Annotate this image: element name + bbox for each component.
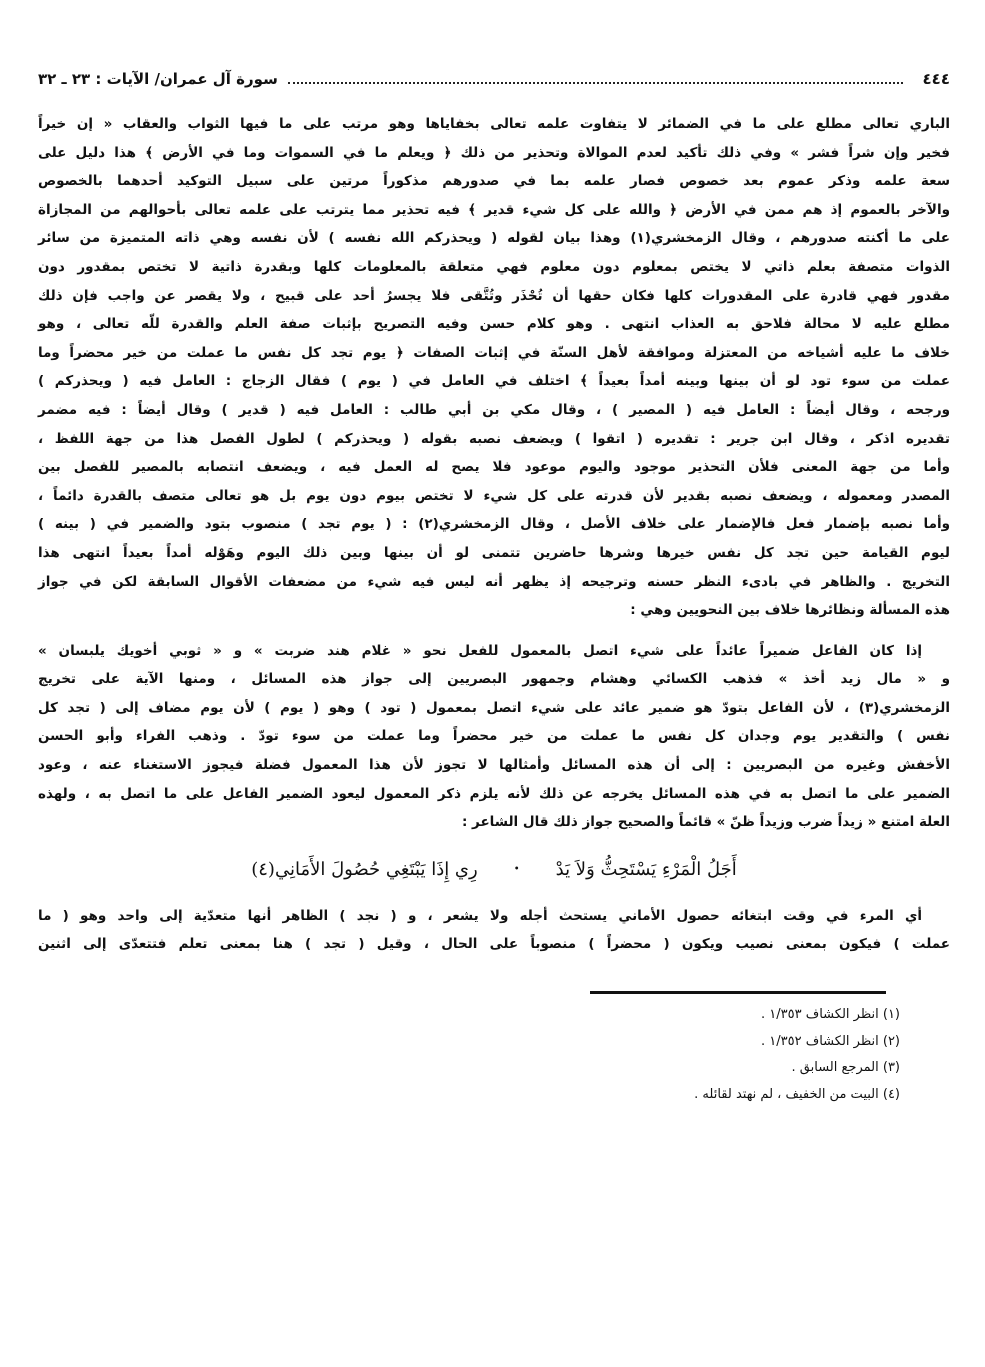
verse-separator: •	[513, 863, 520, 875]
text-line: ورجحه ، وقال أيضاً : العامل فيه ( المصير ) ، وقال مكي بن أبي طالب : العامل فيه ( قدير ) وقال أيضاً : فيه مضمر	[38, 401, 950, 418]
text-line: مطلع عليه لا محالة فلاحق به العذاب انتهى . وهو كلام حسن وفيه التصريح بإثبات صفة العلم والقدرة للّه تعالى ، وهو	[38, 316, 950, 333]
text-line: والآخر بالعموم إذ هم ممن في الأرض ﴿ والله على كل شيء قدير ﴾ فيه تحذير مما يترتب على علمه تعالى بأحوالهم من المجازاة	[38, 201, 950, 218]
text-line: فخير وإن شراً فشر » وفي ذلك تأكيد لعدم الموالاة وتحذير من ذلك ﴿ ويعلم ما في السموات وما في الأرض ﴾ هذا دليل على	[38, 144, 950, 161]
text-line: الباري تعالى مطلع على ما في الضمائر لا يتفاوت علمه تعالى بخفاياها وهو مرتب على ما فيها الثواب والعقاب « إن خيراً	[38, 116, 950, 132]
poetry-verse	[38, 859, 950, 880]
text-line: الضمير على ما اتصل به في هذه المسائل يخرجه عن ذلك لأنه يلزم ذكر المعمول ليعود الضمير الفاعل على ما اتصل به ، ولهذه	[38, 785, 950, 802]
verse-second-hemistich: رِي إِذَا يَبْتَغِي حُصُولَ الأَمَانِي(٤)	[251, 858, 478, 880]
footnotes	[38, 1002, 950, 1108]
header-dot-leader	[288, 82, 903, 84]
text-line: عملت من سوء تود لو أن بينها وبينه أمداً بعيداً ﴾ اختلف في العامل في ( يوم ) فقال الزجاج : العامل فيه ( ويحذركم )	[38, 373, 950, 390]
footnote-separator	[590, 991, 886, 994]
text-line: هذه المسألة ونظائرها خلاف بين النحويين وهي :	[630, 602, 950, 619]
footnote: (٤) البيت من الخفيف ، لم نهتد لقائله .	[694, 1086, 900, 1102]
running-header	[38, 66, 950, 92]
footnote: (٢) انظر الكشاف ١/٣٥٢ .	[761, 1033, 900, 1049]
footnote: (٣) المرجع السابق .	[791, 1060, 900, 1076]
text-line: الأخفش وغيره من البصريين : إلى أن هذه المسائل وأمثالها لا تجوز لأن هذا المعمول فضلة فيجوز الاستغناء عنه ، وعود	[38, 757, 950, 774]
main-text	[38, 110, 950, 837]
text-line: مقدور فهي قادرة على المقدورات كلها فكان حقها أن تُحْذَر وتُتَّقى فلا يجسرُ أحد على قبيح ، ولا يقصر عن واجب فإن ذلك	[38, 287, 950, 304]
text-line: العلة امتنع « زيداً ضرب وزيداً ظنّ » قائماً والصحيح جواز ذلك قال الشاعر :	[461, 814, 950, 831]
text-line: وأما من جهة المعنى فلأن التحذير موجود واليوم موعود فلا يصح له العمل فيه ، ويضعف انتصابه بالمصير للفصل بين	[38, 459, 950, 476]
text-line: عملت ) فيكون بمعنى نصيب ويكون ( محضراً ) منصوباً على الحال ، وقيل ( تجد ) هنا بمعنى تعلم فتتعدّى إلى اثنين	[38, 936, 950, 953]
text-line: الزمخشري(٣) ، لأن الفاعل بتودّ هو ضمير عائد على شيء اتصل بمعمول ( تود ) وهو ( يوم ) لأن يوم مضاف إلى ( تجد كل	[38, 699, 950, 716]
text-line: خلاف ما عليه أشياخه من المعتزلة وموافقة لأهل السنّة في إثبات الصفات ﴿ يوم تجد كل نفس ما عملت من خير محضراً وما	[38, 344, 950, 361]
footnote: (١) انظر الكشاف ١/٣٥٣ .	[761, 1007, 900, 1023]
running-title: سورة آل عمران/ الآيات : ٢٣ ـ ٣٢	[38, 70, 278, 88]
text-line: تقديره اذكر ، وقال ابن جرير : تقديره ( اتقوا ) ويضعف نصبه بقوله ( ويحذركم ) لطول الفصل هذا من جهة اللفظ ،	[38, 430, 950, 447]
text-line: الذوات متصفة بعلم ذاتي لا يختص بمعلوم دون معلوم فهي متعلقة بالمعلومات كلها وبقدرة ذاتية لا تختص بمقدور دون	[38, 258, 950, 275]
text-line: أي المرء في وقت ابتغائه حصول الأماني يستحث أجله ولا يشعر ، و ( نجد ) الظاهر أنها متعدّية إلى واحد وهو ( ما	[38, 907, 922, 924]
text-line: و « مال زيد أخذ » فذهب الكسائي وهشام وجمهور البصريين إلى جواز هذه المسائل ، ومنها الآية على تخريج	[38, 671, 950, 688]
text-line: إذا كان الفاعل ضميراً عائداً على شيء اتصل بالمعمول للفعل نحو « غلام هند ضربت » و « ثوبي أخويك يلبسان »	[38, 642, 922, 659]
verse-first-hemistich: أَجَلُ الْمَرْءِ يَسْتَحِثُّ وَلاَ يَدْ	[555, 858, 737, 880]
after-verse-text	[38, 902, 950, 959]
text-line: ليوم القيامة حين تجد كل نفس خيرها وشرها حاضرين تتمنى لو أن بينها وبين ذلك اليوم وهَوْله أمداً بعيداً انتهى هذا	[38, 544, 950, 561]
page-number: ٤٤٤	[922, 70, 950, 88]
text-line: على ما أكنته صدورهم ، وقال الزمخشري(١) وهذا بيان لقوله ( ويحذركم الله نفسه ) لأن نفسه وهي ذاته المتميزة من سائر	[38, 230, 950, 247]
text-line: التخريج . والظاهر في بادىء النظر حسنه وترجيحه إذ يظهر أنه ليس فيه شيء من مضعفات الأقوال السابقة لكن في جواز	[38, 573, 950, 590]
text-line: وأما نصبه بإضمار فعل فالإضمار على خلاف الأصل ، وقال الزمخشري(٢) : ( يوم تجد ) منصوب بتود والضمير في ( بينه )	[38, 516, 950, 533]
text-line: سعة علمه وذكر عموم بعد خصوص فصار علمه بما في صدورهم مذكوراً مرتين على سبيل التوكيد أحدهما بالخصوص	[38, 173, 950, 190]
text-line: المصدر ومعموله ، ويضعف نصبه بقدير لأن قدرته على كل شيء لا تختص بيوم دون يوم بل هو تعالى متصف بالقدرة دائماً ،	[38, 487, 950, 504]
text-line: نفس ) والتقدير يوم وجدان كل نفس ما عملت من خير محضراً وما عملت من سوء تودّ . وذهب الفراء وأبو الحسن	[38, 728, 950, 745]
